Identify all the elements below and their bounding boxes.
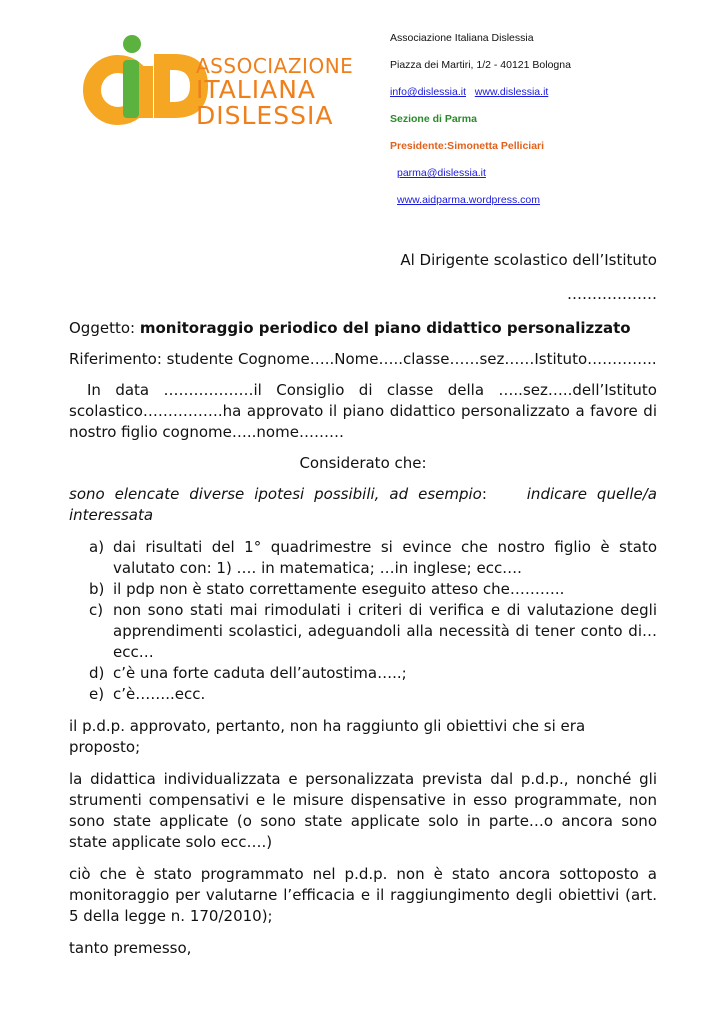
- logo-word-1: ASSOCIAZIONE: [196, 54, 354, 78]
- subject-label: Oggetto:: [69, 319, 136, 337]
- paragraph-pdp-goals: il p.d.p. approvato, pertanto, non ha raggiunto gli obiettivi che si era proposto;: [69, 717, 586, 756]
- list-item: [69, 600, 657, 663]
- list-item: [69, 684, 657, 705]
- hypotheses-list: [69, 537, 657, 705]
- intro-paragraph: In data ………………il Consiglio di classe della …..sez…..dell’Istituto scolastico…………….ha approvato il piano didattico personalizzato a favore di nostro figlio cognome…..nome………: [69, 381, 657, 441]
- logo-word-2: ITALIANA: [196, 75, 317, 104]
- list-item-text: non sono stati mai rimodulati i criteri di verifica e di valutazione degli apprendimenti scolastici, adeguandoli alla necessità di tener conto di…ecc…: [113, 601, 657, 661]
- letter-body: [69, 250, 657, 959]
- paragraph-didactics: la didattica individualizzata e personalizzata prevista dal p.d.p., nonché gli strumenti compensativi e le misure dispensative in esso programmate, non sono state applicate (o sono state applicate solo in parte…o ancora sono state applicate solo ecc….): [69, 770, 657, 851]
- list-item-label: e): [89, 685, 105, 703]
- parma-email-link[interactable]: parma@dislessia.it: [397, 167, 486, 179]
- list-item-text: il pdp non è stato correttamente eseguito atteso che………..: [113, 580, 565, 598]
- list-item-label: c): [89, 601, 104, 619]
- website-link[interactable]: www.dislessia.it: [474, 86, 549, 98]
- list-item: [69, 537, 657, 579]
- logo-wordmark: [196, 56, 353, 128]
- list-item-text: c’è……..ecc.: [113, 685, 206, 703]
- letterhead: [390, 30, 710, 219]
- email-link[interactable]: info@dislessia.it: [390, 86, 467, 98]
- hypotheses-line: [69, 484, 657, 526]
- hypotheses-lead: sono elencate diverse ipotesi possibili, ad esempio: [69, 485, 482, 503]
- subject-text: monitoraggio periodico del piano didattico personalizzato: [139, 319, 631, 337]
- list-item-label: d): [89, 664, 105, 682]
- subject-line: [69, 318, 657, 339]
- recipient: Al Dirigente scolastico dell’Istituto: [400, 251, 657, 269]
- considered-heading: Considerato che:: [299, 454, 427, 472]
- org-name: Associazione Italiana Dislessia: [390, 32, 534, 44]
- reference-line: Riferimento: studente Cognome…..Nome…..classe……sez……Istituto…………..: [69, 350, 657, 368]
- paragraph-premise: tanto premesso,: [69, 939, 192, 957]
- list-item: [69, 663, 657, 684]
- list-item-label: b): [89, 580, 105, 598]
- hypotheses-colon: :: [481, 485, 487, 503]
- list-item-text: c’è una forte caduta dell’autostima…..;: [113, 664, 407, 682]
- parma-website-link[interactable]: www.aidparma.wordpress.com: [397, 194, 540, 206]
- contact-links: [390, 84, 710, 111]
- list-item-text: dai risultati del 1° quadrimestre si evince che nostro figlio è stato valutato con: 1) …. in matematica; …in inglese; ecc….: [113, 538, 657, 577]
- hypotheses-tail: indicare quelle/a interessata: [69, 485, 657, 524]
- list-item-label: a): [89, 538, 105, 556]
- section-name: Sezione di Parma: [390, 113, 477, 125]
- paragraph-monitoring: ciò che è stato programmato nel p.d.p. non è stato ancora sottoposto a monitoraggio per valutarne l’efficacia e il raggiungimento degli obiettivi (art. 5 della legge n. 170/2010);: [69, 865, 657, 925]
- president-name: Presidente:Simonetta Pelliciari: [390, 140, 545, 152]
- recipient-blank: ………………: [567, 285, 657, 303]
- logo-word-3: DISLESSIA: [196, 101, 334, 130]
- list-item: [69, 579, 657, 600]
- org-address: Piazza dei Martiri, 1/2 - 40121 Bologna: [390, 59, 571, 71]
